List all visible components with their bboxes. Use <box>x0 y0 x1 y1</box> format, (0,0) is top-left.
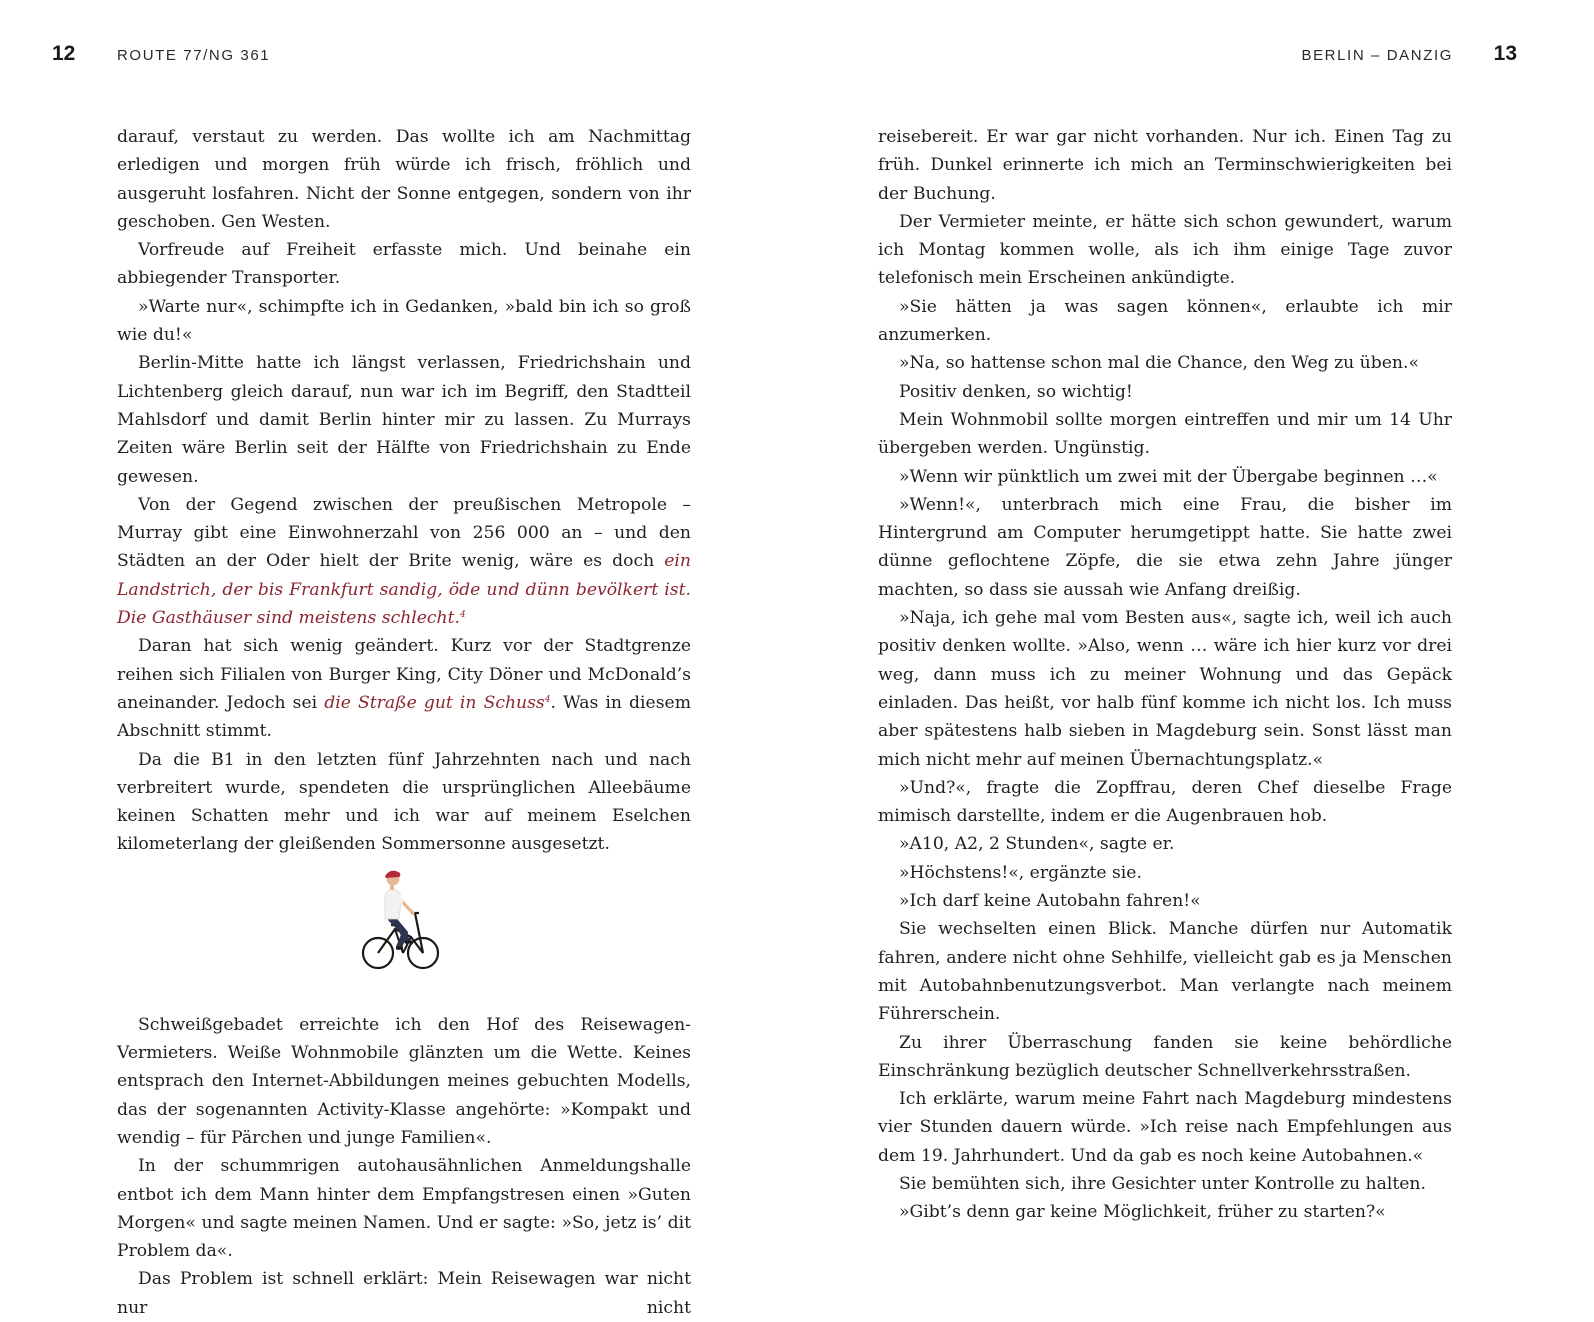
paragraph-text: Von der Gegend zwischen der preußischen Metropole – Murray gibt eine Einwohnerzahl von 256 000 an – und den Städten an der Oder hielt der Brite wenig, wäre es doch <box>117 494 691 572</box>
right-page-body <box>878 123 1452 1227</box>
paragraph: Schweißgebadet erreichte ich den Hof des Reisewagen-Vermieters. Weiße Wohnmobile glänzten um die Wette. Keines entsprach den Internet-Abbildungen meines gebuchten Modells, das der sogenannten Activity-Klasse angehörte: »Kompakt und wendig – für Pärchen und junge Familien«. <box>117 1014 691 1148</box>
paragraph: Berlin-Mitte hatte ich längst verlassen, Friedrichshain und Lichtenberg gleich darauf, nun war ich im Begriff, den Stadtteil Mahlsdorf und damit Berlin hinter mir zu lassen. Zu Murrays Zeiten wäre Berlin seit der Hälfte von Friedrichshain zu Ende gewesen. <box>117 353 691 487</box>
paragraph: »Warte nur«, schimpfte ich in Gedanken, »bald bin ich so groß wie du!« <box>117 296 691 346</box>
paragraph: »Wenn!«, unterbrach mich eine Frau, die bisher im Hintergrund am Computer herumgetippt hatte. Sie hatte zwei dünne geflochtene Zöpfe, die sie etwa zehn Jahre jünger machten, so dass sie aussah wie Anfang dreißig. <box>878 494 1452 600</box>
paragraph <box>117 632 691 745</box>
paragraph: Sie wechselten einen Blick. Manche dürfen nur Automatik fahren, andere nicht ohne Sehhilfe, vielleicht gab es ja Menschen mit Autobahnbenutzungsverbot. Man verlangte nach meinem Führerschein. <box>878 919 1452 1025</box>
left-page-body <box>117 123 691 1322</box>
footnote-marker[interactable]: 4 <box>460 610 466 621</box>
paragraph: Das Problem ist schnell erklärt: Mein Reisewagen war nicht nur nicht <box>117 1269 691 1318</box>
paragraph: »Gibt’s denn gar keine Möglichkeit, früher zu starten?« <box>899 1202 1386 1223</box>
paragraph: »Und?«, fragte die Zopffrau, deren Chef dieselbe Frage mimisch darstellte, indem er die Augenbrauen hob. <box>878 777 1452 827</box>
paragraph: »Sie hätten ja was sagen können«, erlaubte ich mir anzumerken. <box>878 296 1452 346</box>
right-running-head: BERLIN – DANZIG <box>1301 47 1453 64</box>
paragraph: Positiv denken, so wichtig! <box>899 381 1133 402</box>
footnote-marker[interactable]: 4 <box>544 694 551 705</box>
paragraph: »Ich darf keine Autobahn fahren!« <box>899 891 1201 912</box>
paragraph <box>117 491 691 632</box>
murray-quote: die Straße gut in Schuss <box>324 692 545 713</box>
left-page-number: 12 <box>52 42 76 65</box>
cyclist-icon <box>361 867 441 977</box>
paragraph: Vorfreude auf Freiheit erfasste mich. Und beinahe ein abbiegender Transporter. <box>117 240 691 289</box>
paragraph: Der Vermieter meinte, er hätte sich schon gewundert, warum ich Montag kommen wolle, als ich ihm einige Tage zuvor telefonisch mein Erscheinen ankündigte. <box>878 211 1452 289</box>
paragraph: Zu ihrer Überraschung fanden sie keine behördliche Einschränkung bezüglich deutscher Schnellverkehrsstraßen. <box>878 1032 1452 1081</box>
paragraph: darauf, verstaut zu werden. Das wollte ich am Nachmittag erledigen und morgen früh würde ich frisch, fröhlich und ausgeruht losfahren. Nicht der Sonne entgegen, sondern von ihr geschoben. Gen Westen. <box>117 127 691 232</box>
paragraph: In der schummrigen autohausähnlichen Anmeldungshalle entbot ich dem Mann hinter dem Empfangstresen einen »Guten Morgen« und sagte meinen Namen. Und er sagte: »So, jetz is’ dit Problem da«. <box>117 1156 691 1262</box>
paragraph: »A10, A2, 2 Stunden«, sagte er. <box>899 834 1175 855</box>
cyclist-illustration <box>117 859 691 1011</box>
paragraph-text: Daran hat sich wenig geändert. Kurz vor der Stadtgrenze reihen sich Filialen von Burger King, City Döner und McDonald’s aneinander. Jedoch sei <box>117 636 691 713</box>
paragraph: reisebereit. Er war gar nicht vorhanden. Nur ich. Einen Tag zu früh. Dunkel erinnerte ich mich an Terminschwierigkeiten bei der Buchung. <box>878 127 1452 204</box>
paragraph: »Wenn wir pünktlich um zwei mit der Übergabe beginnen …« <box>899 466 1438 487</box>
paragraph: Sie bemühten sich, ihre Gesichter unter Kontrolle zu halten. <box>899 1173 1426 1194</box>
paragraph: Mein Wohnmobil sollte morgen eintreffen und mir um 14 Uhr übergeben werden. Ungünstig. <box>878 409 1452 459</box>
right-page-number: 13 <box>1493 42 1517 65</box>
paragraph: Ich erklärte, warum meine Fahrt nach Magdeburg mindestens vier Stunden dauern würde. »Ich reise nach Empfehlungen aus dem 19. Jahrhundert. Und da gab es noch keine Autobahnen.« <box>878 1089 1452 1166</box>
paragraph: Da die B1 in den letzten fünf Jahrzehnten nach und nach verbreitert wurde, spendeten die ursprünglichen Alleebäume keinen Schatten mehr und ich war auf meinem Eselchen kilometerlang der gleißenden Sommersonne ausgesetzt. <box>117 749 691 855</box>
paragraph: »Höchstens!«, ergänzte sie. <box>899 862 1142 883</box>
left-running-head: ROUTE 77/NG 361 <box>117 47 271 64</box>
paragraph: »Naja, ich gehe mal vom Besten aus«, sagte ich, weil ich auch positiv denken wollte. »Also, wenn … wäre ich hier kurz vor drei weg, dann muss ich zu meiner Wohnung und das Gepäck einladen. Das heißt, vor halb fünf komme ich nicht los. Ich muss aber spätestens halb sieben in Magdeburg sein. Sonst lässt man mich nicht mehr auf meinen Übernachtungsplatz.« <box>878 608 1452 770</box>
paragraph-text: . Was in diesem Abschnitt stimmt. <box>117 692 691 742</box>
murray-quote: ein Landstrich, der bis Frankfurt sandig, öde und dünn bevölkert ist. Die Gasthäuser sind meistens schlecht. <box>117 551 691 629</box>
paragraph: »Na, so hattense schon mal die Chance, den Weg zu üben.« <box>899 353 1419 374</box>
